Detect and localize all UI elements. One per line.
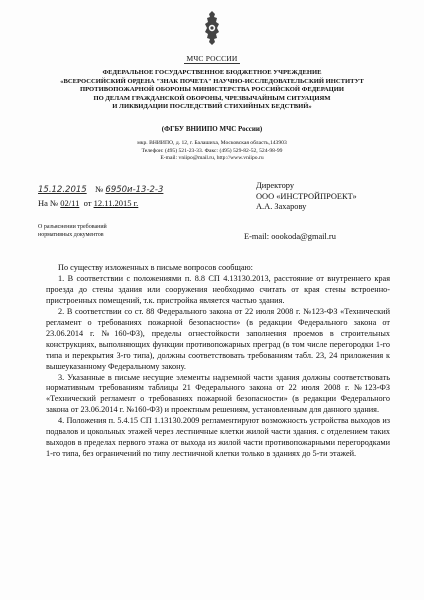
org-short-name: МЧС РОССИИ [186, 54, 238, 63]
recipient-name: А.А. Захарову [256, 202, 307, 211]
org-full-name [50, 69, 374, 112]
org-phone: Телефон: (495) 521-23-33. Факс: (495) 529-82-52, 524-98-99 [141, 147, 283, 154]
ref-from-label: от [83, 198, 92, 208]
subject-line: нормативных документов [38, 231, 104, 238]
ref-number: 02/11 [60, 198, 80, 208]
org-full-line: ФЕДЕРАЛЬНОЕ ГОСУДАРСТВЕННОЕ БЮДЖЕТНОЕ УЧРЕЖДЕНИЕ [102, 69, 322, 76]
body-paragraph: 4. Положения п. 5.4.15 СП 1.13130.2009 регламентируют возможность устройства выходов из подвалов и цокольных этажей через лестничные клетки жилой части здания. с отделением таких выходов в пределах первого этажа от выхода из жилой части противопожарными перегородками 1-го типа, без ограничений по типу лестничной клетки только в зданиях до 5-ти этажей. [46, 416, 390, 459]
org-full-line: ПРОТИВОПОЖАРНОЙ ОБОРОНЫ МИНИСТЕРСТВА РОССИЙСКОЙ ФЕДЕРАЦИИ [79, 86, 345, 94]
org-full-line: «ВСЕРОССИЙСКИЙ ОРДЕНА "ЗНАК ПОЧЕТА" НАУЧНО-ИССЛЕДОВАТЕЛЬСКИЙ ИНСТИТУТ [60, 77, 364, 85]
org-address: мкр. ВНИИПО, д. 12, г. Балашиха, Московская область,143903 [137, 140, 287, 146]
org-full-line: И ЛИКВИДАЦИИ ПОСЛЕДСТВИЙ СТИХИЙНЫХ БЕДСТВИЙ» [112, 103, 312, 111]
recipient-company: ООО «ИНСТРОЙПРОЕКТ» [256, 191, 357, 201]
reference-line [38, 196, 178, 210]
recipient-email: E-mail: oookoda@gmail.ru [244, 232, 336, 241]
org-abbreviation: (ФГБУ ВНИИПО МЧС России) [161, 125, 263, 133]
header-rule [184, 63, 240, 64]
emchs-emblem-icon [203, 10, 221, 46]
recipient-position: Директору [256, 181, 295, 190]
outgoing-number: 6950и-13-2-3 [105, 185, 164, 195]
body-paragraph: 3. Указанные в письме несущие элементы надземной части здания должны соответствовать нормативным требованиям таблицы 21 Федерального закона от 22 июля 2008 г. №123-ФЗ «Технический регламент о требованиях пожарной безопасности» (в редакции Федерального закона от 23.06.2014 г. №160-ФЗ) и проектным решениям, установленным для данного здания. [46, 372, 390, 415]
outgoing-date: 15.12.2015 [38, 185, 87, 195]
body-paragraph: По существу изложенных в письме вопросов сообщаю: [58, 263, 253, 272]
number-label: № [95, 184, 104, 194]
subject-block [38, 224, 158, 239]
outgoing-line [38, 182, 178, 196]
ref-date: 12.11.2015 г. [93, 198, 139, 208]
org-email: E-mail: vniipo@mail.ru, http://www.vniipo.ru [160, 155, 264, 162]
recipient-block [256, 181, 416, 213]
body-paragraph: 1. В соответствии с положениями п. 8.8 СП 4.13130.2013, расстояние от внутреннего края проезда до стены здания или сооружения необходимо считать от края стены встроенно-пристроенных помещений, т.к. пристройка является частью здания. [46, 273, 390, 305]
org-full-line: ПО ДЕЛАМ ГРАЖДАНСКОЙ ОБОРОНЫ, ЧРЕЗВЫЧАЙНЫМ СИТУАЦИЯМ [93, 94, 331, 102]
registration-block [38, 182, 178, 210]
letter-body [46, 263, 390, 460]
body-paragraph: 2. В соответствии со ст. 88 Федерального закона от 22 июля 2008 г. №123-ФЗ «Технический регламент о требованиях пожарной безопасности» (в редакции Федерального закона от 23.06.2014 г. №160-ФЗ), пределы огнестойкости заполнения проемов в строительных конструкциях, выполняющих функции противопожарных преград (в том числе перегородки 1-го типа и перекрытия 3-го типа), должны соответствовать требованиям табл. 23, 24 приложения к вышеуказанному Федеральному закону. [46, 306, 390, 371]
subject-line: О разъяснении требований [38, 224, 107, 230]
ref-label: На № [38, 198, 59, 208]
org-contacts [70, 140, 354, 163]
